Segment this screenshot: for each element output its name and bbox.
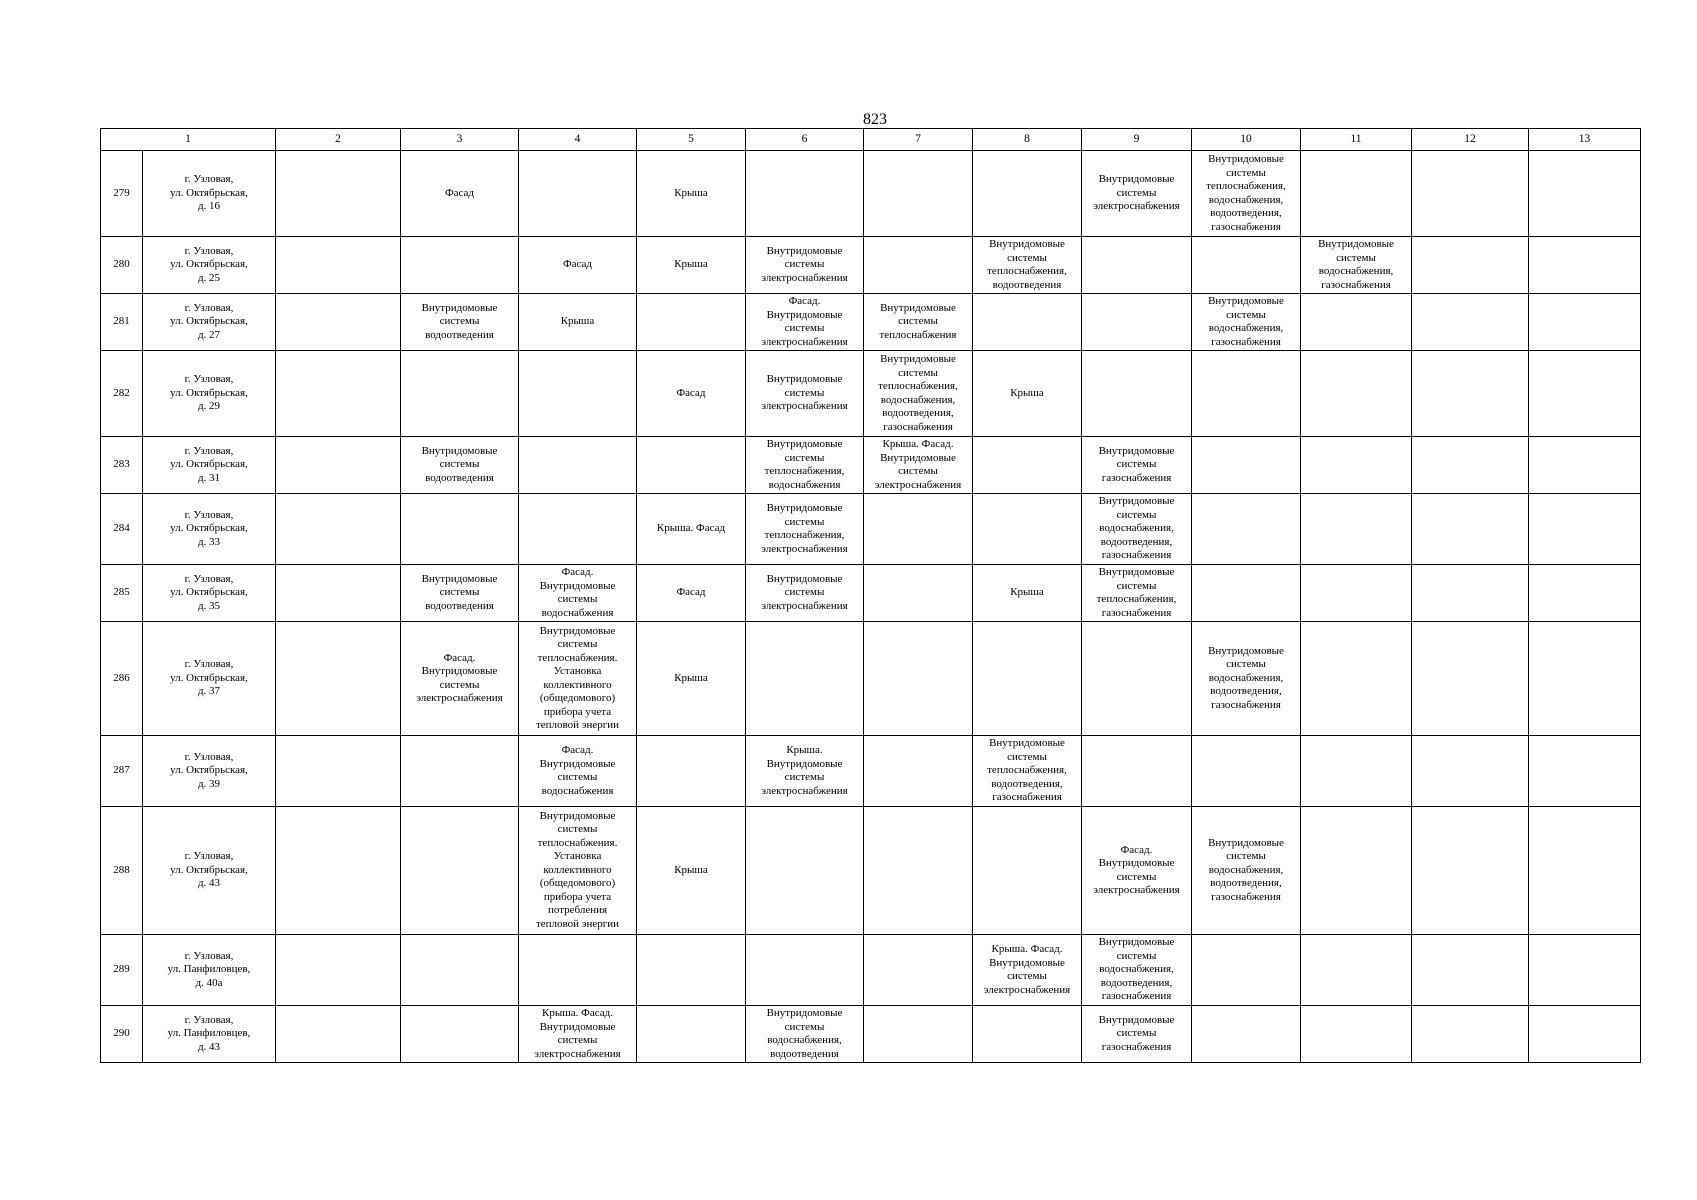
work-cell: Внутридомовые системы теплоснабжения. Установка коллективного (общедомового) прибора учета потребления тепловой энергии [519,807,637,935]
work-cell: Внутридомовые системы теплоснабжения. Установка коллективного (общедомового) прибора учета тепловой энергии [519,622,637,736]
work-cell: Внутридомовые системы теплоснабжения, водоснабжения, водоотведения, газоснабжения [1192,151,1301,237]
row-number: 290 [101,1006,143,1063]
work-cell [1412,622,1529,736]
work-cell [637,294,746,351]
work-cell: Внутридомовые системы водоснабжения, водоотведения, газоснабжения [1082,494,1192,565]
address-cell: г. Узловая, ул. Октябрьская, д. 25 [143,237,276,294]
work-cell [1192,935,1301,1006]
header-row [101,129,1641,151]
work-cell [519,494,637,565]
work-cell: Внутридомовые системы теплоснабжения, электроснабжения [746,494,864,565]
work-cell: Внутридомовые системы водоотведения [401,565,519,622]
work-cell [973,151,1082,237]
row-number: 283 [101,437,143,494]
column-header: 9 [1082,129,1192,151]
address-cell: г. Узловая, ул. Октябрьская, д. 37 [143,622,276,736]
work-cell [973,494,1082,565]
work-cell [401,1006,519,1063]
table-row [101,494,1641,565]
work-cell [864,151,973,237]
work-cell [1082,237,1192,294]
address-cell: г. Узловая, ул. Октябрьская, д. 31 [143,437,276,494]
work-cell [864,1006,973,1063]
work-cell [276,622,401,736]
work-cell [1301,351,1412,437]
work-cell [637,1006,746,1063]
row-number: 281 [101,294,143,351]
work-cell [519,351,637,437]
row-number: 284 [101,494,143,565]
work-cell [401,807,519,935]
work-cell [519,437,637,494]
work-cell: Внутридомовые системы водоотведения [401,294,519,351]
work-cell [1529,437,1641,494]
work-cell: Крыша [973,351,1082,437]
work-cell [973,622,1082,736]
work-cell [1192,437,1301,494]
work-cell: Крыша [637,237,746,294]
work-cell [864,736,973,807]
address-cell: г. Узловая, ул. Панфиловцев, д. 43 [143,1006,276,1063]
address-cell: г. Узловая, ул. Октябрьская, д. 39 [143,736,276,807]
work-cell [276,237,401,294]
work-cell [1192,736,1301,807]
address-cell: г. Узловая, ул. Октябрьская, д. 16 [143,151,276,237]
column-header: 3 [401,129,519,151]
work-cell [276,1006,401,1063]
work-cell [401,237,519,294]
repair-schedule-table [100,128,1641,1063]
work-cell: Крыша [973,565,1082,622]
work-cell: Крыша [637,807,746,935]
row-number: 282 [101,351,143,437]
work-cell [1301,1006,1412,1063]
table-row [101,437,1641,494]
work-cell [746,622,864,736]
table-row [101,151,1641,237]
work-cell [1529,565,1641,622]
column-header: 13 [1529,129,1641,151]
work-cell [1192,565,1301,622]
work-cell [973,294,1082,351]
column-header: 2 [276,129,401,151]
work-cell [1301,151,1412,237]
work-cell [1301,437,1412,494]
work-cell [1529,736,1641,807]
column-header: 7 [864,129,973,151]
work-cell [1301,807,1412,935]
address-cell: г. Узловая, ул. Октябрьская, д. 33 [143,494,276,565]
address-cell: г. Узловая, ул. Октябрьская, д. 35 [143,565,276,622]
row-number: 287 [101,736,143,807]
column-header: 1 [101,129,276,151]
work-cell: Крыша. Фасад. Внутридомовые системы электроснабжения [973,935,1082,1006]
row-number: 280 [101,237,143,294]
work-cell [1301,565,1412,622]
work-cell [1529,1006,1641,1063]
table-row [101,565,1641,622]
work-cell [276,351,401,437]
work-cell [637,437,746,494]
work-cell [276,807,401,935]
work-cell [864,807,973,935]
page-number: 823 [863,111,887,128]
work-cell: Крыша. Фасад. Внутридомовые системы электроснабжения [864,437,973,494]
address-cell: г. Узловая, ул. Октябрьская, д. 29 [143,351,276,437]
work-cell: Внутридомовые системы электроснабжения [746,565,864,622]
column-header: 11 [1301,129,1412,151]
table-row [101,237,1641,294]
address-cell: г. Узловая, ул. Октябрьская, д. 27 [143,294,276,351]
table-row [101,351,1641,437]
work-cell [637,736,746,807]
address-cell: г. Узловая, ул. Панфиловцев, д. 40а [143,935,276,1006]
column-header: 4 [519,129,637,151]
work-cell [1082,736,1192,807]
work-cell: Крыша. Фасад [637,494,746,565]
column-header: 6 [746,129,864,151]
work-cell [864,935,973,1006]
work-cell: Фасад. Внутридомовые системы водоснабжения [519,565,637,622]
row-number: 289 [101,935,143,1006]
work-cell: Фасад [637,565,746,622]
row-number: 286 [101,622,143,736]
work-cell: Внутридомовые системы водоотведения [401,437,519,494]
work-cell [746,935,864,1006]
work-cell [1412,1006,1529,1063]
work-cell [276,935,401,1006]
work-cell: Внутридомовые системы теплоснабжения [864,294,973,351]
work-cell: Внутридомовые системы водоснабжения, газоснабжения [1301,237,1412,294]
work-cell [1082,351,1192,437]
work-cell [276,151,401,237]
work-cell: Внутридомовые системы водоснабжения, водоотведения [746,1006,864,1063]
work-cell [1192,1006,1301,1063]
work-cell [401,935,519,1006]
work-cell [276,565,401,622]
work-cell [864,622,973,736]
table-row [101,935,1641,1006]
work-cell [1529,935,1641,1006]
work-cell [1529,351,1641,437]
work-cell: Фасад. Внутридомовые системы электроснабжения [746,294,864,351]
work-cell: Внутридомовые системы теплоснабжения, газоснабжения [1082,565,1192,622]
work-cell [1301,494,1412,565]
table-row [101,622,1641,736]
work-cell [864,494,973,565]
work-cell [1529,622,1641,736]
work-cell: Фасад. Внутридомовые системы электроснабжения [1082,807,1192,935]
work-cell: Фасад. Внутридомовые системы водоснабжения [519,736,637,807]
work-cell [1412,351,1529,437]
column-header: 5 [637,129,746,151]
row-number: 288 [101,807,143,935]
work-cell [1412,437,1529,494]
work-cell [1529,151,1641,237]
work-cell [276,494,401,565]
address-cell: г. Узловая, ул. Октябрьская, д. 43 [143,807,276,935]
work-cell: Внутридомовые системы водоснабжения, газоснабжения [1192,294,1301,351]
work-cell: Крыша. Внутридомовые системы электроснабжения [746,736,864,807]
work-cell [1529,237,1641,294]
work-cell [401,351,519,437]
work-cell [746,807,864,935]
work-cell [1301,294,1412,351]
work-cell [276,437,401,494]
work-cell [276,294,401,351]
work-cell: Внутридомовые системы теплоснабжения, водоотведения, газоснабжения [973,736,1082,807]
work-cell [1301,935,1412,1006]
work-cell [1412,807,1529,935]
work-cell: Внутридомовые системы водоснабжения, водоотведения, газоснабжения [1192,807,1301,935]
work-cell [864,237,973,294]
work-cell [276,736,401,807]
work-cell: Крыша [637,151,746,237]
table-row [101,294,1641,351]
table-row [101,807,1641,935]
column-header: 10 [1192,129,1301,151]
work-cell [1529,807,1641,935]
row-number: 279 [101,151,143,237]
work-cell [973,807,1082,935]
work-cell [864,565,973,622]
work-cell [519,935,637,1006]
work-cell [1192,494,1301,565]
work-cell: Внутридомовые системы газоснабжения [1082,437,1192,494]
row-number: 285 [101,565,143,622]
work-cell [401,494,519,565]
work-cell [1412,935,1529,1006]
work-cell [973,1006,1082,1063]
column-header: 12 [1412,129,1529,151]
work-cell: Внутридомовые системы электроснабжения [1082,151,1192,237]
column-header: 8 [973,129,1082,151]
work-cell [1412,237,1529,294]
work-cell [1192,351,1301,437]
work-cell [1082,294,1192,351]
work-cell [1412,736,1529,807]
work-cell [1412,151,1529,237]
work-cell: Внутридомовые системы водоснабжения, водоотведения, газоснабжения [1192,622,1301,736]
work-cell [637,935,746,1006]
work-cell: Фасад. Внутридомовые системы электроснабжения [401,622,519,736]
work-cell [401,736,519,807]
work-cell: Крыша. Фасад. Внутридомовые системы электроснабжения [519,1006,637,1063]
work-cell [1192,237,1301,294]
work-cell: Фасад [637,351,746,437]
work-cell: Внутридомовые системы теплоснабжения, водоснабжения [746,437,864,494]
table-row [101,736,1641,807]
work-cell [746,151,864,237]
work-cell [973,437,1082,494]
work-cell: Крыша [519,294,637,351]
work-cell [1082,622,1192,736]
table-row [101,1006,1641,1063]
work-cell: Внутридомовые системы электроснабжения [746,351,864,437]
work-cell: Внутридомовые системы водоснабжения, водоотведения, газоснабжения [1082,935,1192,1006]
work-cell: Внутридомовые системы газоснабжения [1082,1006,1192,1063]
work-cell: Внутридомовые системы электроснабжения [746,237,864,294]
work-cell: Фасад [519,237,637,294]
work-cell [1301,736,1412,807]
work-cell [519,151,637,237]
work-cell [1412,294,1529,351]
work-cell: Крыша [637,622,746,736]
work-cell: Фасад [401,151,519,237]
work-cell: Внутридомовые системы теплоснабжения, водоотведения [973,237,1082,294]
work-cell [1412,565,1529,622]
work-cell: Внутридомовые системы теплоснабжения, водоснабжения, водоотведения, газоснабжения [864,351,973,437]
work-cell [1412,494,1529,565]
work-cell [1529,294,1641,351]
work-cell [1529,494,1641,565]
work-cell [1301,622,1412,736]
